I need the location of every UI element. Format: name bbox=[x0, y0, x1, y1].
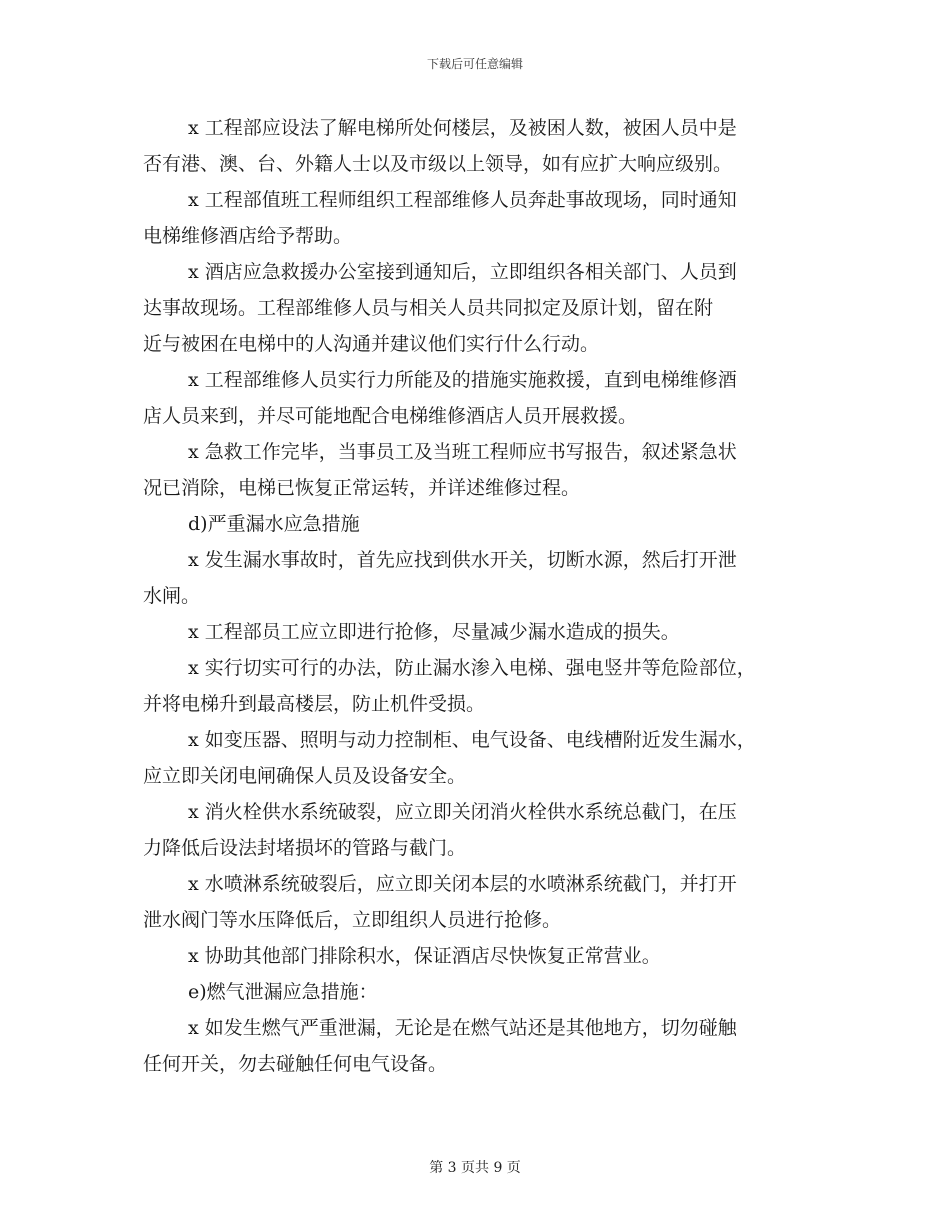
paragraph bbox=[143, 506, 823, 542]
paragraph-line: 力降低后设法封堵损坏的管路与截门。 bbox=[143, 837, 467, 859]
paragraph bbox=[143, 866, 823, 938]
paragraph-line: x 工程部维修人员实行力所能及的措施实施救援，直到电梯维修酒 bbox=[188, 369, 737, 391]
paragraph bbox=[143, 434, 823, 506]
paragraph-line: x 酒店应急救援办公室接到通知后，立即组织各相关部门、人员到 bbox=[188, 261, 737, 283]
page-header: 下载后可任意编辑 bbox=[426, 57, 523, 71]
paragraph-line: 电梯维修酒店给予帮助。 bbox=[143, 225, 353, 247]
paragraph-line: 水闸。 bbox=[143, 585, 201, 607]
paragraph bbox=[143, 1010, 823, 1082]
paragraph-line: e)燃气泄漏应急措施： bbox=[188, 981, 378, 1003]
paragraph-line: 近与被困在电梯中的人沟通并建议他们实行什么行动。 bbox=[143, 333, 600, 355]
paragraph-line: 应立即关闭电闸确保人员及设备安全。 bbox=[143, 765, 467, 787]
document-body bbox=[143, 110, 823, 1082]
paragraph bbox=[143, 182, 823, 254]
paragraph-line: 店人员来到，并尽可能地配合电梯维修酒店人员开展救援。 bbox=[143, 405, 638, 427]
paragraph-line: 并将电梯升到最高楼层，防止机件受损。 bbox=[143, 693, 486, 715]
paragraph-line: x 发生漏水事故时，首先应找到供水开关，切断水源，然后打开泄 bbox=[188, 549, 737, 571]
page-number: 第 3 页共 9 页 bbox=[429, 1160, 521, 1176]
paragraph bbox=[143, 938, 823, 974]
paragraph bbox=[143, 650, 823, 722]
paragraph bbox=[143, 254, 823, 362]
paragraph-line: x 如发生燃气严重泄漏，无论是在燃气站还是其他地方，切勿碰触 bbox=[188, 1017, 737, 1039]
paragraph bbox=[143, 542, 823, 614]
paragraph bbox=[143, 794, 823, 866]
paragraph-line: 达事故现场。工程部维修人员与相关人员共同拟定及原计划，留在附 bbox=[143, 297, 714, 319]
paragraph-line: x 急救工作完毕，当事员工及当班工程师应书写报告，叙述紧急状 bbox=[188, 441, 737, 463]
paragraph-line: x 协助其他部门排除积水，保证酒店尽快恢复正常营业。 bbox=[188, 945, 661, 967]
paragraph-line: x 如变压器、照明与动力控制柜、电气设备、电线槽附近发生漏水， bbox=[188, 729, 756, 751]
paragraph bbox=[143, 614, 823, 650]
paragraph-line: x 实行切实可行的办法，防止漏水渗入电梯、强电竖井等危险部位， bbox=[188, 657, 756, 679]
paragraph-line: x 工程部值班工程师组织工程部维修人员奔赴事故现场，同时通知 bbox=[188, 189, 737, 211]
paragraph-line: d)严重漏水应急措施 bbox=[188, 513, 360, 535]
paragraph-line: 任何开关，勿去碰触任何电气设备。 bbox=[143, 1053, 448, 1075]
paragraph-line: x 工程部员工应立即进行抢修，尽量减少漏水造成的损失。 bbox=[188, 621, 680, 643]
paragraph-line: x 水喷淋系统破裂后，应立即关闭本层的水喷淋系统截门，并打开 bbox=[188, 873, 737, 895]
paragraph-line: x 工程部应设法了解电梯所处何楼层，及被困人数，被困人员中是 bbox=[188, 117, 737, 139]
paragraph bbox=[143, 974, 823, 1010]
paragraph bbox=[143, 722, 823, 794]
paragraph bbox=[143, 362, 823, 434]
paragraph-line: 否有港、澳、台、外籍人士以及市级以上领导，如有应扩大响应级别。 bbox=[143, 153, 733, 175]
paragraph-line: x 消火栓供水系统破裂，应立即关闭消火栓供水系统总截门，在压 bbox=[188, 801, 737, 823]
paragraph-line: 泄水阀门等水压降低后，立即组织人员进行抢修。 bbox=[143, 909, 562, 931]
paragraph-line: 况已消除，电梯已恢复正常运转，并详述维修过程。 bbox=[143, 477, 581, 499]
paragraph bbox=[143, 110, 823, 182]
